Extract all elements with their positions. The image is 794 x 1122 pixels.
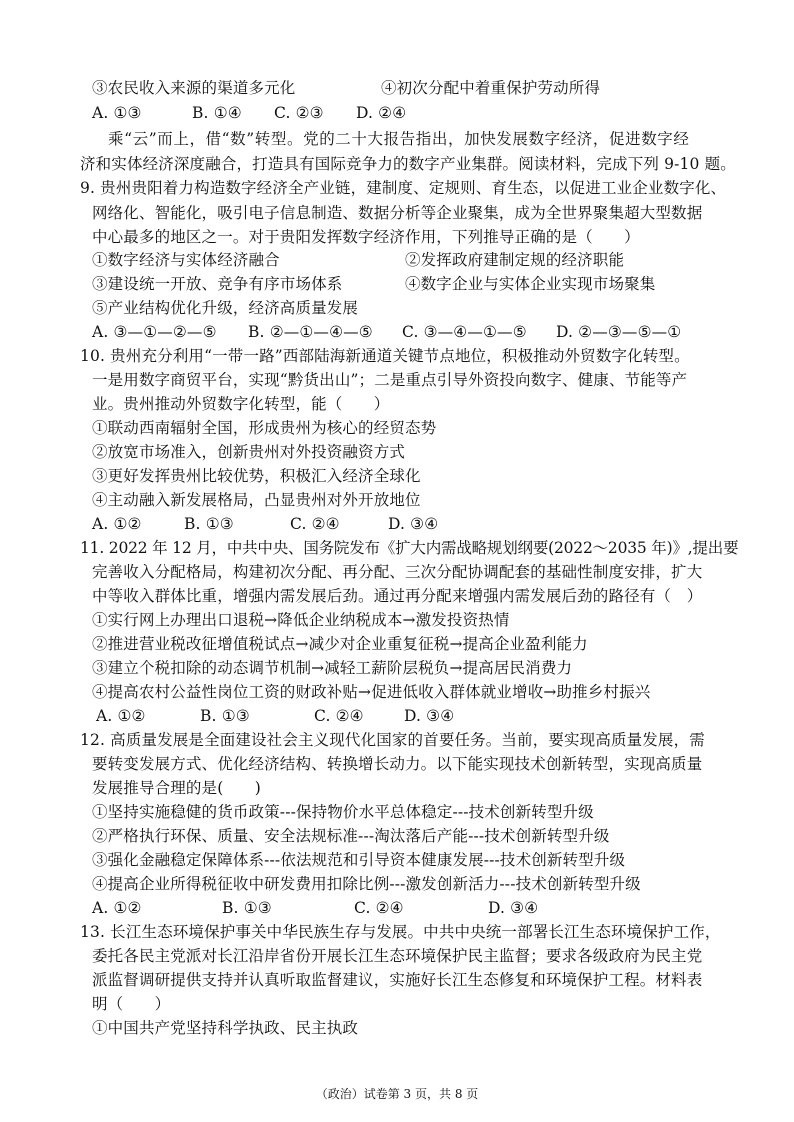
q9-item-4: ④数字企业与实体企业实现市场聚集: [405, 275, 656, 293]
intro-line-2: 济和实体经济深度融合，打造具有国际竞争力的数字产业集群。阅读材料，完成下列 9-10 题。: [80, 155, 736, 173]
q10-stem-3: 业。贵州推动外贸数字化转型，能（ ）: [92, 395, 390, 413]
answer-d: D. ③④: [388, 515, 439, 533]
answer-a: A. ③—①—②—⑤: [92, 323, 217, 341]
q10-item-1: ①联动西南辐射全国，形成贵州为核心的经贸态势: [92, 419, 437, 437]
answer-c: C. ②④: [354, 899, 404, 917]
q13-stem-2: 委托各民主党派对长江沿岸省份开展长江生态环境保护民主监督；要求各级政府为民主党: [92, 947, 703, 965]
q12-item-1: ①坚持实施稳健的货币政策---保持物价水平总体稳定---技术创新转型升级: [92, 803, 594, 821]
answer-c: C. ②④: [314, 707, 364, 725]
answer-b: B. ①③: [222, 899, 272, 917]
answer-c: C. ②③: [274, 104, 324, 122]
answer-d: D. ③④: [488, 899, 539, 917]
answer-b: B. ①③: [200, 707, 250, 725]
answer-d: D. ②—③—⑤—①: [556, 323, 682, 341]
q13-stem-3: 派监督调研提供支持并认真听取监督建议，实施好长江生态修复和环境保护工程。材料表: [92, 971, 703, 989]
q9-item-3: ③建设统一开放、竞争有序市场体系: [92, 275, 343, 293]
answer-d: D. ②④: [356, 104, 407, 122]
q9-stem-3: 中心最多的地区之一。对于贵阳发挥数字经济作用，下列推导正确的是（ ）: [92, 228, 640, 246]
answer-b: B. ①④: [192, 104, 242, 122]
q13-stem-1: 13. 长江生态环境保护事关中华民族生存与发展。中共中央统一部署长江生态环境保护工作，: [80, 923, 721, 941]
answer-a: A. ①②: [96, 707, 146, 725]
answer-a: A. ①②: [92, 515, 142, 533]
carry-option-4: ④初次分配中着重保护劳动所得: [381, 79, 601, 97]
answer-b: B. ①③: [184, 515, 234, 533]
q11-stem-3: 中等收入群体比重，增强内需发展后劲。通过再分配来增强内需发展后劲的路径有（ ）: [92, 587, 703, 605]
q13-stem-4: 明（ ）: [92, 995, 171, 1013]
answer-c: C. ②④: [290, 515, 340, 533]
q9-stem-2: 网络化、智能化，吸引电子信息制造、数据分析等企业聚集，成为全世界聚集超大型数据: [92, 204, 703, 222]
q9-item-5: ⑤产业结构优化升级，经济高质量发展: [92, 299, 359, 317]
q11-stem-1: 11. 2022 年 12 月，中共中央、国务院发布《扩大内需战略规划纲要(2022～2035 年)》,提出要: [80, 539, 739, 557]
page-footer: （政治）试卷第 3 页，共 8 页: [315, 1087, 479, 1101]
q9-item-1: ①数字经济与实体经济融合: [92, 251, 280, 269]
answer-a: A. ①②: [92, 899, 142, 917]
q12-item-4: ④提高企业所得税征收中研发费用扣除比例---激发创新活力---技术创新转型升级: [92, 875, 641, 893]
q10-stem-1: 10. 贵州充分利用“一带一路”西部陆海新通道关键节点地位，积极推动外贸数字化转型。: [80, 347, 690, 365]
q12-stem-1: 12. 高质量发展是全面建设社会主义现代化国家的首要任务。当前，要实现高质量发展，需: [80, 731, 705, 749]
q10-item-4: ④主动融入新发展格局，凸显贵州对外开放地位: [92, 491, 421, 509]
q12-stem-2: 要转变发展方式、优化经济结构、转换增长动力。以下能实现技术创新转型，实现高质量: [92, 755, 703, 773]
q11-item-4: ④提高农村公益性岗位工资的财政补贴→促进低收入群体就业增收→助推乡村振兴: [92, 683, 651, 701]
q10-item-3: ③更好发挥贵州比较优势，积极汇入经济全球化: [92, 467, 421, 485]
q12-item-3: ③强化金融稳定保障体系---依法规范和引导资本健康发展---技术创新转型升级: [92, 851, 626, 869]
q13-item-1: ①中国共产党坚持科学执政、民主执政: [92, 1019, 359, 1037]
answer-a: A. ①③: [92, 104, 142, 122]
answer-b: B. ②—①—④—⑤: [248, 323, 373, 341]
q11-item-1: ①实行网上办理出口退税→降低企业纳税成本→激发投资热情: [92, 611, 510, 629]
q12-stem-3: 发展推导合理的是( ): [92, 779, 261, 797]
answer-d: D. ③④: [404, 707, 455, 725]
q11-item-2: ②推进营业税改征增值税试点→减少对企业重复征税→提高企业盈利能力: [92, 635, 588, 653]
q9-item-2: ②发挥政府建制定规的经济职能: [405, 251, 625, 269]
q10-stem-2: 一是用数字商贸平台，实现“黔货出山”；二是重点引导外资投向数字、健康、节能等产: [92, 371, 688, 389]
q9-stem-1: 9. 贵州贵阳着力构造数字经济全产业链，建制度、定规则、育生态，以促进工业企业数字化、: [80, 179, 727, 197]
q11-stem-2: 完善收入分配格局，构建初次分配、再分配、三次分配协调配套的基础性制度安排，扩大: [92, 563, 703, 581]
answer-c: C. ③—④—①—⑤: [402, 323, 527, 341]
intro-line-1: 乘“云”而上，借“数”转型。党的二十大报告指出，加快发展数字经济，促进数字经: [108, 130, 690, 148]
q10-item-2: ②放宽市场准入，创新贵州对外投资融资方式: [92, 443, 406, 461]
q11-item-3: ③建立个税扣除的动态调节机制→减轻工薪阶层税负→提高居民消费力: [92, 659, 573, 677]
q12-item-2: ②严格执行环保、质量、安全法规标准---淘汰落后产能---技术创新转型升级: [92, 827, 610, 845]
carry-option-3: ③农民收入来源的渠道多元化: [92, 79, 296, 97]
